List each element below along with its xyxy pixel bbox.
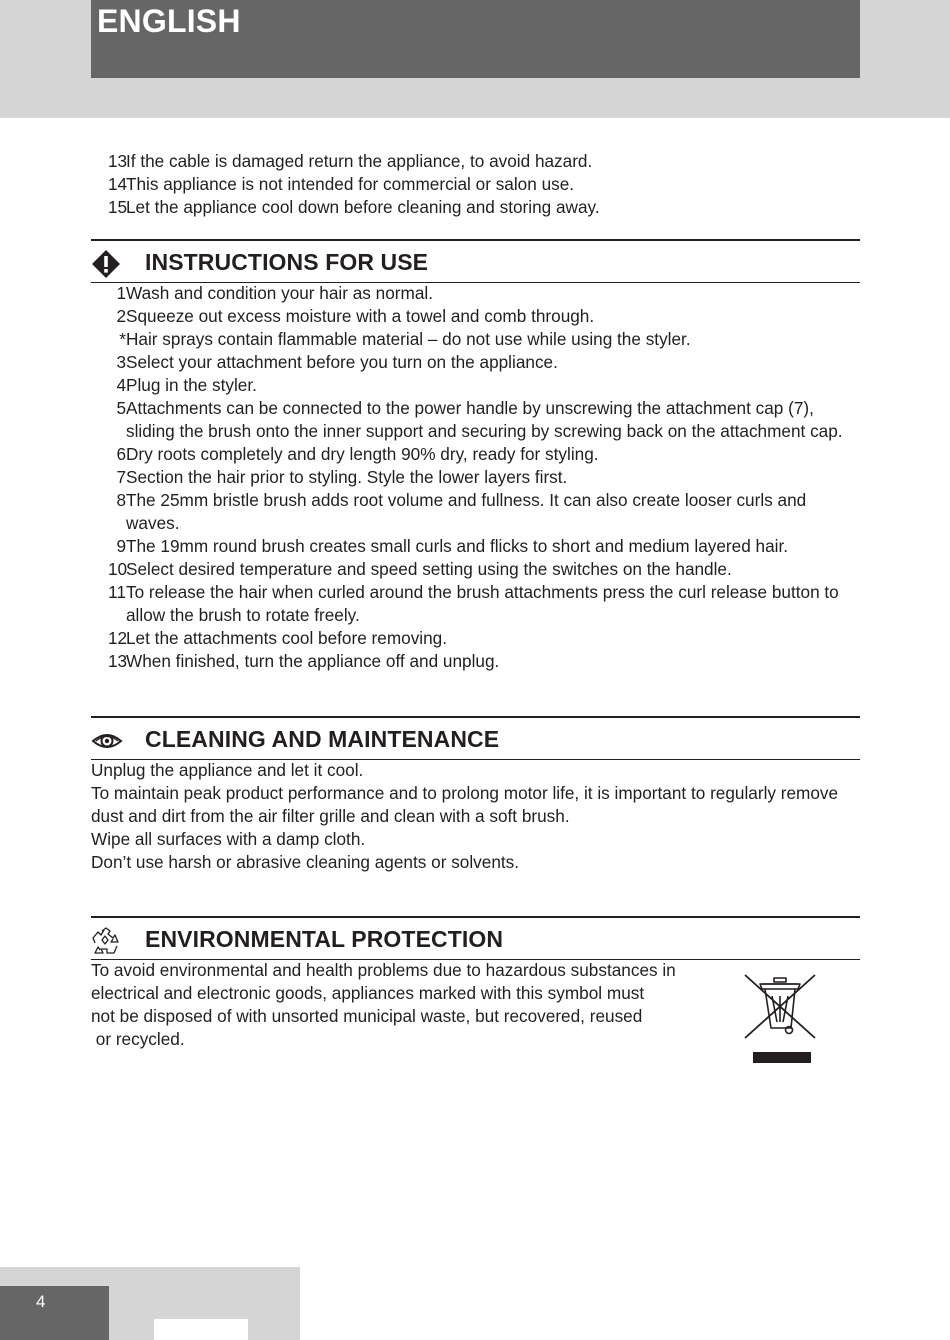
item-number: 14 xyxy=(108,174,128,194)
list-item xyxy=(91,443,860,466)
item-number: 13 xyxy=(108,651,128,671)
item-number: 1 xyxy=(116,283,126,303)
recycle-icon xyxy=(91,926,121,956)
item-text: This appliance is not intended for commercial or salon use. xyxy=(126,174,575,194)
item-number: 5 xyxy=(116,398,126,418)
item-number: 12 xyxy=(108,628,128,648)
item-text: Hair sprays contain flammable material – do not use while using the styler. xyxy=(126,329,691,349)
cleaning-heading: CLEANING AND MAINTENANCE xyxy=(145,726,500,752)
item-text: Select your attachment before you turn on the appliance. xyxy=(126,352,558,372)
warning-diamond-icon xyxy=(91,249,121,279)
list-item xyxy=(91,351,860,374)
cleaning-paragraph: Wipe all surfaces with a damp cloth. xyxy=(91,829,366,849)
eye-icon xyxy=(91,726,123,756)
item-text: Attachments can be connected to the power handle by unscrewing the attachment cap (7), sliding the brush onto the inner support and securing by screwing back on the attachment cap. xyxy=(126,398,843,441)
list-item xyxy=(91,581,860,627)
item-number: 9 xyxy=(116,536,126,556)
item-number: 8 xyxy=(116,490,126,510)
list-item xyxy=(91,489,860,535)
page-number-box xyxy=(0,1286,109,1340)
environmental-line: not be disposed of with unsorted municipal waste, but recovered, reused xyxy=(91,1006,643,1026)
cleaning-paragraph: Don’t use harsh or abrasive cleaning agents or solvents. xyxy=(91,852,520,872)
instructions-list xyxy=(91,282,860,673)
item-text: Select desired temperature and speed setting using the switches on the handle. xyxy=(126,559,732,579)
item-text: To release the hair when curled around the brush attachments press the curl release button to allow the brush to rotate freely. xyxy=(126,582,839,625)
list-item xyxy=(91,282,860,305)
item-number: 7 xyxy=(116,467,126,487)
list-item xyxy=(91,305,860,328)
safety-list xyxy=(91,150,860,219)
item-text: Let the appliance cool down before cleaning and storing away. xyxy=(126,197,600,217)
list-item xyxy=(91,650,860,673)
cleaning-paragraph: Unplug the appliance and let it cool. xyxy=(91,760,364,780)
cleaning-paragraph: To maintain peak product performance and to prolong motor life, it is important to regularly remove dust and dirt from the air filter grille and clean with a soft brush. xyxy=(91,783,839,826)
list-item xyxy=(91,150,860,173)
section-rule xyxy=(91,716,860,718)
item-text: When finished, turn the appliance off and unplug. xyxy=(126,651,500,671)
item-text: Squeeze out excess moisture with a towel and comb through. xyxy=(126,306,595,326)
item-number: 6 xyxy=(116,444,126,464)
list-item xyxy=(91,397,860,443)
item-text: Let the attachments cool before removing. xyxy=(126,628,448,648)
list-item xyxy=(91,558,860,581)
page-title: ENGLISH xyxy=(97,3,241,39)
item-number: * xyxy=(119,329,126,349)
item-text: Section the hair prior to styling. Style the lower layers first. xyxy=(126,467,568,487)
list-item xyxy=(91,374,860,397)
list-item xyxy=(91,173,860,196)
environmental-text xyxy=(91,959,731,1051)
list-item xyxy=(91,466,860,489)
section-rule xyxy=(91,916,860,918)
crossed-out-wheelie-bin-icon xyxy=(742,972,818,1068)
section-rule xyxy=(91,239,860,241)
environmental-line: electrical and electronic goods, appliances marked with this symbol must xyxy=(91,983,645,1003)
item-number: 2 xyxy=(116,306,126,326)
environmental-line: To avoid environmental and health problems due to hazardous substances in xyxy=(91,960,676,980)
page-number: 4 xyxy=(36,1292,46,1311)
footer-tab xyxy=(154,1319,248,1340)
item-number: 4 xyxy=(116,375,126,395)
instructions-heading: INSTRUCTIONS FOR USE xyxy=(145,249,429,275)
item-number: 11 xyxy=(108,582,126,602)
item-number: 13 xyxy=(108,151,128,171)
environmental-heading: ENVIRONMENTAL PROTECTION xyxy=(145,926,504,952)
item-text: Dry roots completely and dry length 90% dry, ready for styling. xyxy=(126,444,599,464)
item-text: If the cable is damaged return the appliance, to avoid hazard. xyxy=(126,151,593,171)
item-number: 10 xyxy=(108,559,128,579)
list-item xyxy=(91,627,860,650)
item-text: The 25mm bristle brush adds root volume and fullness. It can also create looser curls and waves. xyxy=(126,490,807,533)
item-text: Plug in the styler. xyxy=(126,375,257,395)
list-item xyxy=(91,196,860,219)
item-text: The 19mm round brush creates small curls and flicks to short and medium layered hair. xyxy=(126,536,789,556)
item-number: 15 xyxy=(108,197,128,217)
cleaning-text xyxy=(91,759,860,874)
header-bar xyxy=(91,0,860,78)
item-number: 3 xyxy=(116,352,126,372)
item-text: Wash and condition your hair as normal. xyxy=(126,283,433,303)
environmental-line: or recycled. xyxy=(91,1029,185,1049)
list-item xyxy=(91,328,860,351)
list-item xyxy=(91,535,860,558)
